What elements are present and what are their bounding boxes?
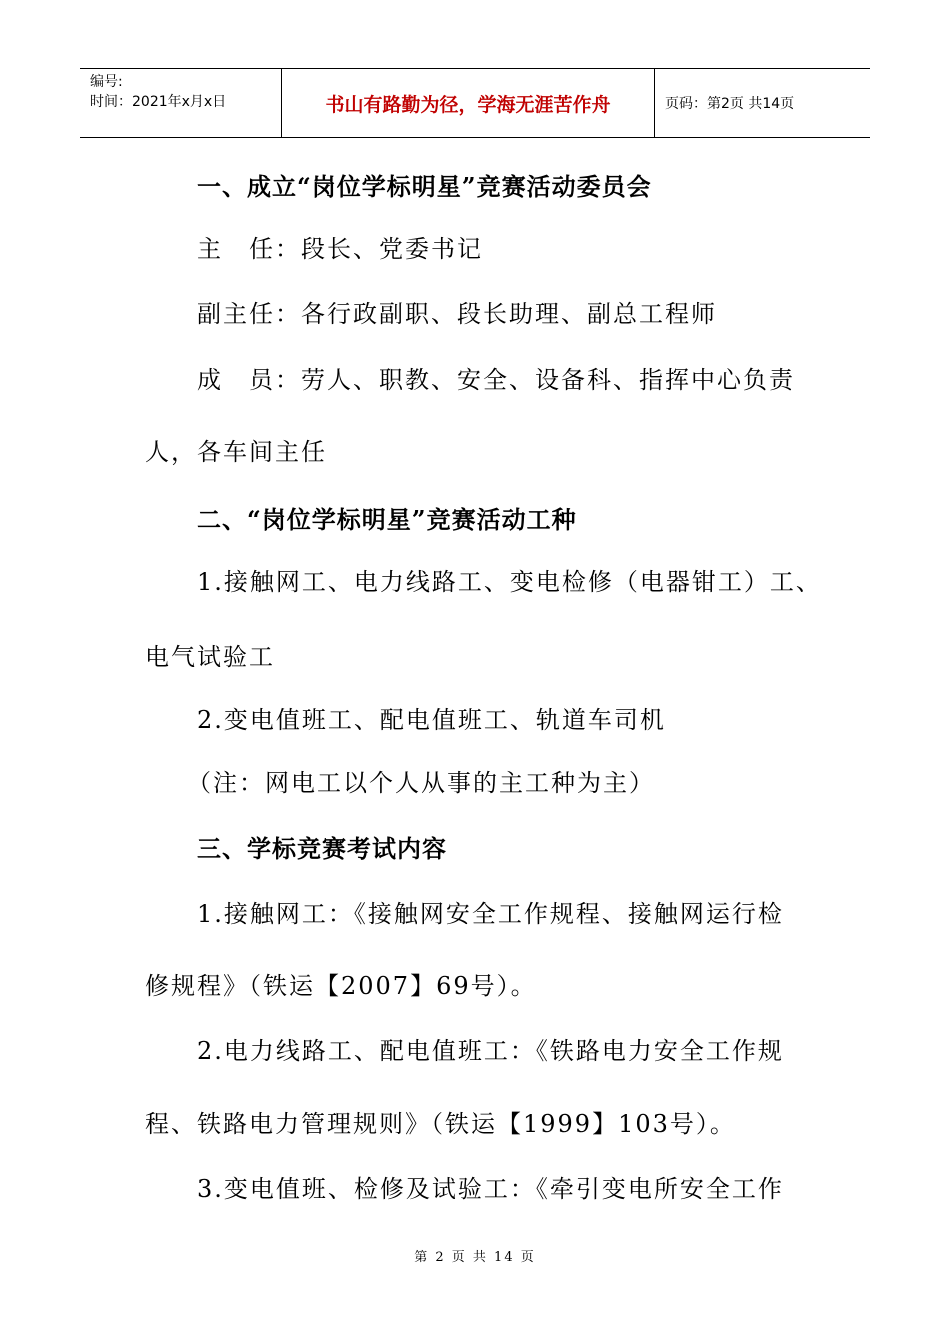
paragraph-line: 人，各车间主任 [145, 438, 327, 466]
number-label: 编号: [90, 74, 123, 90]
paragraph-line: 2.变电值班工、配电值班工、轨道车司机 [197, 706, 666, 734]
paragraph-line: 副主任：各行政副职、段长助理、副总工程师 [197, 300, 717, 328]
paragraph-line: （注：网电工以个人从事的主工种为主） [187, 769, 655, 797]
paragraph-line: 2.电力线路工、配电值班工：《铁路电力安全工作规 [197, 1037, 784, 1065]
paragraph-line: 3.变电值班、检修及试验工：《牵引变电所安全工作 [197, 1175, 784, 1203]
paragraph-line: 程、铁路电力管理规则》（铁运【1999】103号）。 [145, 1110, 736, 1138]
paragraph-line: 主 任：段长、党委书记 [197, 235, 483, 263]
header-meta [80, 69, 282, 137]
paragraph-line: 电气试验工 [145, 643, 275, 671]
header-page-info: 页码：第2页 共14页 [665, 96, 795, 112]
paragraph-line: 1.接触网工：《接触网安全工作规程、接触网运行检 [197, 900, 784, 928]
section-heading-1: 一、成立“岗位学标明星”竞赛活动委员会 [197, 172, 652, 201]
document-header [80, 68, 870, 138]
paragraph-line: 成 员：劳人、职教、安全、设备科、指挥中心负责 [197, 366, 795, 394]
paragraph-line: 1.接触网工、电力线路工、变电检修（电器钳工）工、 [197, 568, 822, 596]
section-heading-2: 二、“岗位学标明星”竞赛活动工种 [197, 505, 577, 534]
header-motto: 书山有路勤为径，学海无涯苦作舟 [282, 69, 655, 137]
section-heading-3: 三、学标竞赛考试内容 [197, 834, 447, 863]
page-footer: 第 2 页 共 14 页 [414, 1250, 536, 1265]
paragraph-line: 修规程》（铁运【2007】69号）。 [145, 972, 537, 1000]
time-label: 时间：2021年x月x日 [90, 94, 227, 110]
